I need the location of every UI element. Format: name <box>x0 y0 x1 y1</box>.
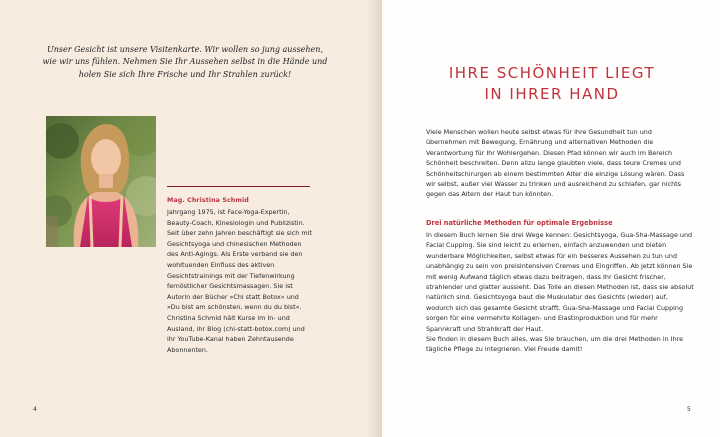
chapter-heading <box>402 63 702 105</box>
paragraph-methods: In diesem Buch lernen Sie drei Wege kennen: Gesichtsyoga, Gua-Sha-Massage und Facial Cupping. Sie sind leicht zu erlernen, einfach anzuwenden und bieten wunderbare Möglichkeiten, selbst etwas für ein besseres Aussehen zu tun und unabhängig zu sein von preisintensiven Cremes und Eingriffen. Ab jetzt können Sie mit wenig Aufwand täglich etwas dazu beitragen, dass Ihr Gesicht frischer, strahlender und glatter aussieht. Das Tolle an diesen Methoden ist, dass sie absolut natürlich sind. Gesichtsyoga baut die Muskulatur des Gesichts (wieder) auf, wodurch sich das gesamte Gesicht strafft. Gua-Sha-Massage und Facial Cupping sorgen für eine vermehrte Kollagen- und Elastinproduktion und für mehr Spannkraft und Strahlkraft der Haut. <box>426 231 694 333</box>
paragraph-closing: Sie finden in diesem Buch alles, was Sie brauchen, um die drei Methoden in Ihre tägliche Pflege zu integrieren. Viel Freude damit! <box>426 335 684 354</box>
section-subheading: Drei natürliche Methoden für optimale Ergebnisse <box>426 219 613 227</box>
author-bio: Jahrgang 1975, ist Face-Yoga-Expertin, Beauty-Coach, Kinesiologin und Publizistin. Seit über zehn Jahren beschäftigt sie sich mit Gesichtsyoga und chinesischen Methoden des Anti-Agings. Als Erste verband sie den wohltuenden Einfluss des aktiven Gesichtstrainings mit der Tiefenwirkung fernöstlicher Gesichtsmassagen. Sie ist Autorin der Bücher »Chi statt Botox« und »Du bist am schönsten, wenn du du bist«. Christina Schmid hält Kurse im In- und Ausland, ihr Blog (chi-statt-botox.com) und ihr YouTube-Kanal haben Zehntausende Abonnenten. <box>167 208 312 354</box>
heading-line-2: IN IHRER HAND <box>484 85 620 103</box>
page-number-left: 4 <box>33 406 37 413</box>
intro-quote: Unser Gesicht ist unsere Visitenkarte. Wir wollen so jung aussehen, wie wir uns fühlen. Nehmen Sie Ihr Aussehen selbst in die Hände und holen Sie sich Ihre Frische und Ihr Strahlen zurück! <box>42 45 328 79</box>
author-photo <box>46 116 156 247</box>
page-number-right: 5 <box>687 406 691 413</box>
divider-rule <box>167 186 310 187</box>
author-name: Mag. Christina Schmid <box>167 197 249 204</box>
section-body <box>426 230 694 355</box>
right-page <box>382 0 720 437</box>
paragraph-intro: Viele Menschen wollen heute selbst etwas für ihre Gesundheit tun und übernehmen mit Bewegung, Ernährung und alternativen Methoden die Verantwortung für Ihr Wohlergehen. Diesen Pfad können wir auch im Bereich Schönheit beschreiten. Denn allzu lange glaubten viele, dass teure Cremes und Schönheitschirurgen ab einem bestimmten Alter die einzige Lösung wären. Dass wir selbst, außer viel Wasser zu trinken und ausreichend zu schlafen, gar nichts gegen das Altern der Haut tun könnten. <box>426 128 685 199</box>
heading-line-1: IHRE SCHÖNHEIT LIEGT <box>448 64 656 82</box>
book-gutter <box>366 0 382 437</box>
